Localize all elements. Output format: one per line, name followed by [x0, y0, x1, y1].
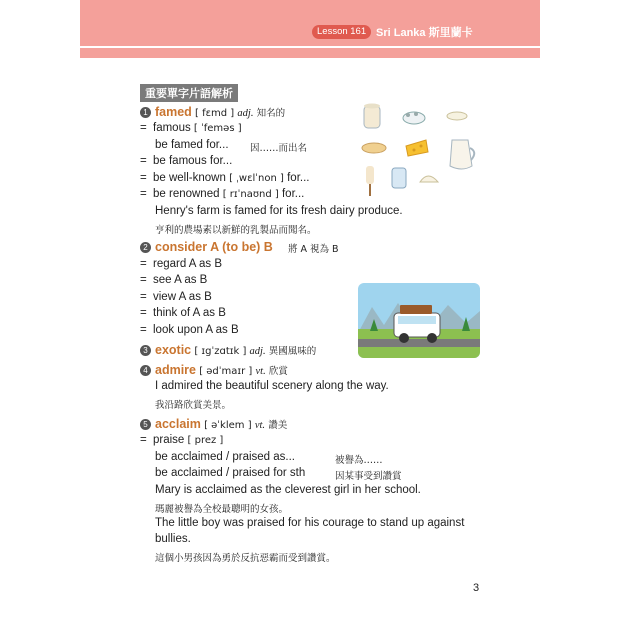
entry-famed — [140, 105, 285, 119]
phrase-note: 被譽為…… — [335, 455, 383, 466]
synonym-line: = be renowned [ rɪˈnaʊnd ] for... — [140, 188, 305, 200]
phonetic: [ fεmd ] — [195, 108, 235, 119]
entry-admire: 4 admire [ ədˈmaɪr ] vt. 欣賞 — [140, 363, 288, 377]
entry-consider — [140, 240, 273, 254]
synonym-line: = praise [ prez ] — [140, 434, 224, 446]
synonym-line: = be well-known [ ˌwεlˈnon ] for... — [140, 172, 310, 184]
synonym-line: = be famous for... — [140, 155, 233, 167]
example-translation: 亨利的農場素以新鮮的乳製品而聞名。 — [155, 225, 317, 236]
road-trip-van-illustration — [358, 283, 480, 358]
synonym-line: = view A as B — [140, 291, 212, 303]
page-number: 3 — [473, 582, 480, 594]
phrase-note: 因……而出名 — [250, 143, 308, 154]
example-translation: 我沿路欣賞美景。 — [155, 400, 232, 411]
synonym-line: = regard A as B — [140, 258, 223, 270]
example-sentence: The little boy was praised for his courage to stand up against — [155, 517, 465, 529]
header-banner — [80, 0, 540, 58]
headword: famed — [155, 105, 192, 119]
entry-number: 4 — [140, 365, 151, 376]
synonym-line: = think of A as B — [140, 307, 226, 319]
phrase-note: 因某事受到讚賞 — [335, 471, 402, 482]
entry-acclaim: 5 acclaim [ əˈklem ] vt. 讚美 — [140, 417, 287, 431]
headword: consider A (to be) B — [155, 240, 273, 254]
synonym-line: = famous [ ˈfeməs ] — [140, 122, 242, 134]
entry-number: 5 — [140, 419, 151, 430]
phrase-line: be acclaimed / praised as... — [155, 451, 295, 463]
phrase-line: be acclaimed / praised for sth — [155, 467, 306, 479]
lesson-badge: Lesson 161 — [312, 25, 371, 39]
phrase-line: be famed for... — [155, 139, 229, 151]
synonym-line: = look upon A as B — [140, 324, 239, 336]
dairy-products-illustration — [358, 100, 482, 200]
section-title: 重要單字片語解析 — [140, 84, 238, 102]
part-of-speech: adj. — [237, 108, 254, 119]
headword: admire — [155, 363, 196, 377]
chinese-meaning: 將 A 視為 B — [288, 244, 339, 255]
entry-number: 3 — [140, 345, 151, 356]
headword: exotic — [155, 343, 192, 357]
synonym-line: = see A as B — [140, 274, 208, 286]
banner-divider — [80, 46, 540, 48]
chinese-meaning: 知名的 — [256, 108, 286, 119]
example-sentence: Henry's farm is famed for its fresh dairy produce. — [155, 205, 403, 217]
lesson-title: Sri Lanka 斯里蘭卡 — [376, 27, 473, 39]
entry-exotic: 3 exotic [ ɪgˈzɑtɪk ] adj. 異國風味的 — [140, 343, 316, 357]
example-translation: 這個小男孩因為勇於反抗惡霸而受到讚賞。 — [155, 553, 336, 564]
book-page — [80, 0, 540, 620]
entry-number: 2 — [140, 242, 151, 253]
example-translation: 瑪麗被譽為全校最聰明的女孩。 — [155, 504, 289, 515]
example-sentence: Mary is acclaimed as the cleverest girl in her school. — [155, 484, 421, 496]
example-sentence: I admired the beautiful scenery along the way. — [155, 380, 389, 392]
example-sentence-cont: bullies. — [155, 533, 191, 545]
headword: acclaim — [155, 417, 201, 431]
entry-number: 1 — [140, 107, 151, 118]
